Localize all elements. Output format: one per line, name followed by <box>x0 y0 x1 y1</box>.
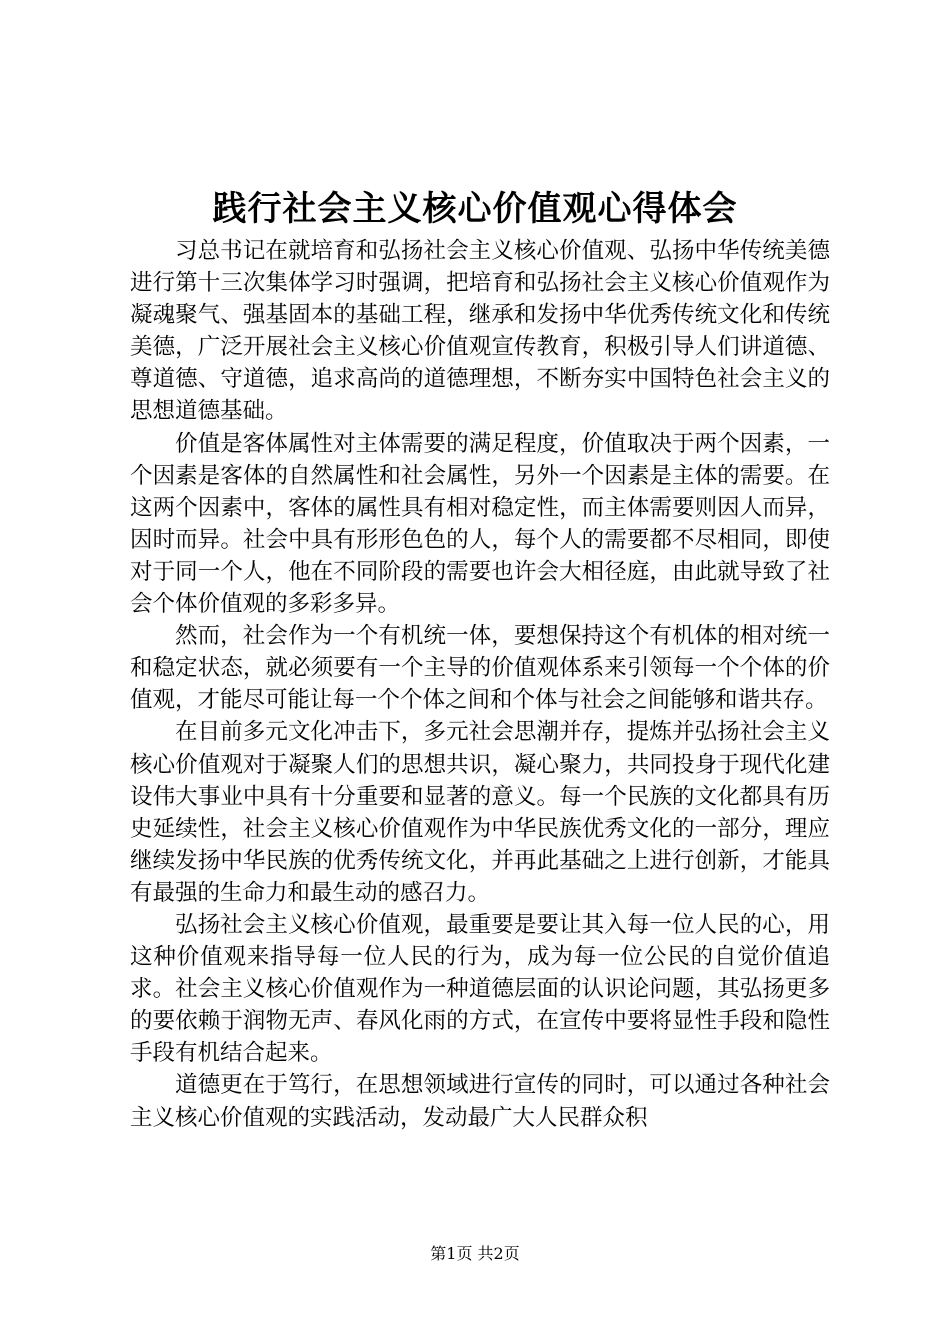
page-footer: 第1页 共2页 <box>430 1244 520 1263</box>
paragraph: 道德更在于笃行，在思想领域进行宣传的同时，可以通过各种社会主义核心价值观的实践活动，发动最广大人民群众积 <box>130 1072 830 1131</box>
paragraph: 然而，社会作为一个有机统一体，要想保持这个有机体的相对统一和稳定状态，就必须要有一个主导的价值观体系来引领每一个个体的价值观，才能尽可能让每一个个体之间和个体与社会之间能够和谐共存。 <box>130 623 830 714</box>
paragraph: 价值是客体属性对主体需要的满足程度，价值取决于两个因素，一个因素是客体的自然属性和社会属性，另外一个因素是主体的需要。在这两个因素中，客体的属性具有相对稳定性，而主体需要则因人而异，因时而异。社会中具有形形色色的人，每个人的需要都不尽相同，即使对于同一个人，他在不同阶段的需要也许会大相径庭，由此就导致了社会个体价值观的多彩多异。 <box>130 430 830 618</box>
paragraph: 在目前多元文化冲击下，多元社会思潮并存，提炼并弘扬社会主义核心价值观对于凝聚人们的思想共识，凝心聚力，共同投身于现代化建设伟大事业中具有十分重要和显著的意义。每一个民族的文化都具有历史延续性，社会主义核心价值观作为中华民族优秀文化的一部分，理应继续发扬中华民族的优秀传统文化，并再此基础之上进行创新，才能具有最强的生命力和最生动的感召力。 <box>130 719 830 906</box>
paragraph: 弘扬社会主义核心价值观，最重要是要让其入每一位人民的心，用这种价值观来指导每一位人民的行为，成为每一位公民的自觉价值追求。社会主义核心价值观作为一种道德层面的认识论问题，其弘扬更多的要依赖于润物无声、春风化雨的方式，在宣传中要将显性手段和隐性手段有机结合起来。 <box>130 911 830 1067</box>
document-title: 践行社会主义核心价值观心得体会 <box>212 189 738 229</box>
document-body <box>130 235 830 1134</box>
paragraph: 习总书记在就培育和弘扬社会主义核心价值观、弘扬中华传统美德进行第十三次集体学习时强调，把培育和弘扬社会主义核心价值观作为凝魂聚气、强基固本的基础工程，继承和发扬中华优秀传统文化和传统美德，广泛开展社会主义核心价值观宣传教育，积极引导人们讲道德、尊道德、守道德，追求高尚的道德理想，不断夯实中国特色社会主义的思想道德基础。 <box>130 238 830 425</box>
